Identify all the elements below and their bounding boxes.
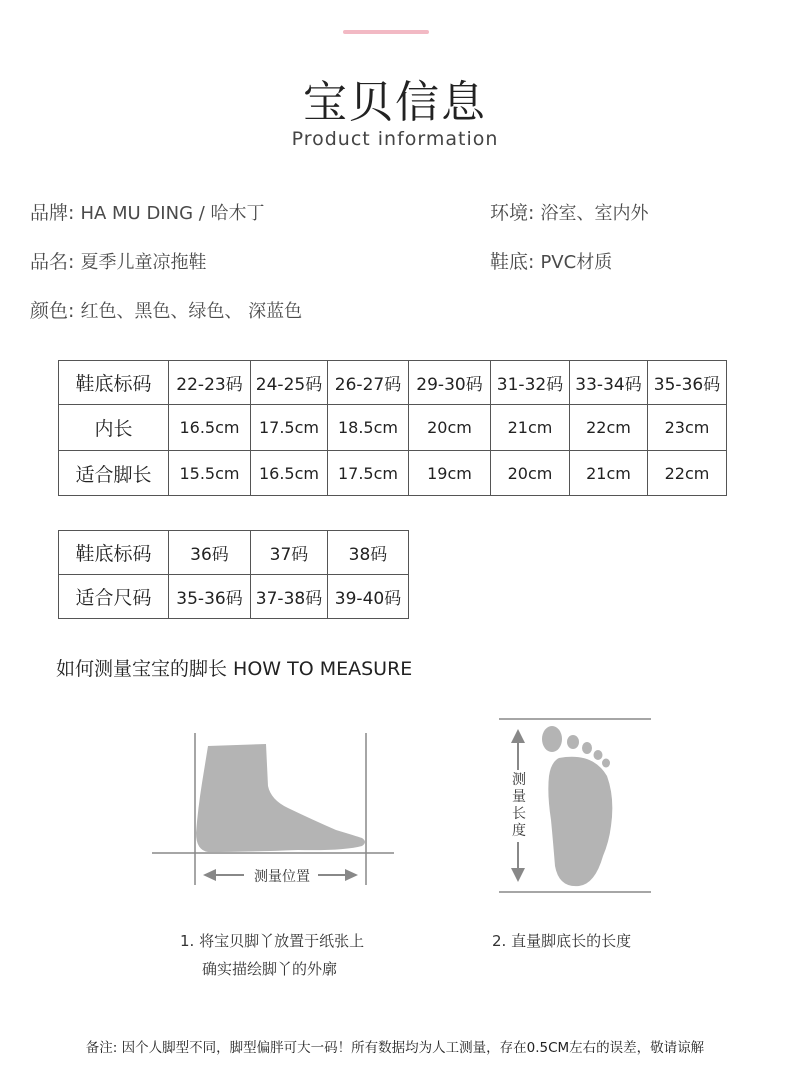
page-subtitle: Product information bbox=[291, 128, 499, 150]
table-cell: 16.5cm bbox=[251, 451, 328, 496]
toe-icon bbox=[582, 742, 592, 754]
accent-bar bbox=[343, 30, 429, 34]
info-color-value: 红色、黑色、绿色、 深蓝色 bbox=[80, 301, 303, 322]
info-brand bbox=[30, 198, 265, 225]
table-row bbox=[59, 531, 409, 575]
arrow-down-icon bbox=[511, 868, 525, 882]
table-header-cell: 适合尺码 bbox=[59, 575, 169, 619]
sole-label-char: 长 bbox=[512, 806, 526, 822]
table-cell: 38码 bbox=[328, 531, 409, 575]
table-header-cell: 鞋底标码 bbox=[59, 361, 169, 405]
info-sole bbox=[490, 247, 612, 274]
step1-line1: 1. 将宝贝脚丫放置于纸张上 bbox=[180, 932, 365, 950]
table-header-cell: 内长 bbox=[59, 405, 169, 451]
table-cell: 21cm bbox=[491, 405, 570, 451]
info-name-label: 品名: bbox=[30, 251, 75, 273]
info-color-label: 颜色: bbox=[30, 300, 75, 322]
table-cell: 22-23码 bbox=[169, 361, 251, 405]
sole-foot-icon bbox=[548, 757, 612, 886]
table-cell: 15.5cm bbox=[169, 451, 251, 496]
sole-label-char: 度 bbox=[512, 823, 526, 839]
info-brand-label: 品牌: bbox=[30, 202, 75, 224]
conversion-table bbox=[58, 530, 409, 619]
step1-line2: 确实描绘脚丫的外廓 bbox=[202, 960, 338, 978]
measure-heading: 如何测量宝宝的脚长 HOW TO MEASURE bbox=[56, 658, 413, 680]
toe-icon bbox=[594, 750, 603, 760]
table-cell: 26-27码 bbox=[328, 361, 409, 405]
table-cell: 21cm bbox=[570, 451, 648, 496]
table-cell: 20cm bbox=[491, 451, 570, 496]
table-row bbox=[59, 361, 727, 405]
table-cell: 16.5cm bbox=[169, 405, 251, 451]
table-cell: 23cm bbox=[648, 405, 727, 451]
table-cell: 17.5cm bbox=[328, 451, 409, 496]
info-color bbox=[30, 296, 302, 323]
table-cell: 39-40码 bbox=[328, 575, 409, 619]
arrow-up-icon bbox=[511, 729, 525, 743]
info-environment-value: 浴室、室内外 bbox=[540, 203, 649, 224]
info-sole-label: 鞋底: bbox=[490, 251, 535, 273]
step2-text: 2. 直量脚底长的长度 bbox=[492, 932, 632, 950]
table-cell: 22cm bbox=[570, 405, 648, 451]
toe-icon bbox=[567, 735, 579, 749]
table-cell: 31-32码 bbox=[491, 361, 570, 405]
info-environment-label: 环境: bbox=[490, 202, 535, 224]
footnote: 备注: 因个人脚型不同，脚型偏胖可大一码！所有数据均为人工测量，存在0.5CM左右的误差，敬请谅解 bbox=[85, 1040, 705, 1056]
table-cell: 17.5cm bbox=[251, 405, 328, 451]
table-cell: 24-25码 bbox=[251, 361, 328, 405]
info-environment bbox=[490, 198, 648, 225]
table-cell: 20cm bbox=[409, 405, 491, 451]
info-name-value: 夏季儿童凉拖鞋 bbox=[80, 252, 207, 273]
table-row bbox=[59, 405, 727, 451]
info-brand-value: HA MU DING / 哈木丁 bbox=[80, 203, 265, 224]
table-header-cell: 鞋底标码 bbox=[59, 531, 169, 575]
table-cell: 19cm bbox=[409, 451, 491, 496]
table-cell: 35-36码 bbox=[169, 575, 251, 619]
table-cell: 37-38码 bbox=[251, 575, 328, 619]
table-row bbox=[59, 575, 409, 619]
table-cell: 35-36码 bbox=[648, 361, 727, 405]
toe-icon bbox=[602, 759, 610, 768]
info-name bbox=[30, 247, 206, 274]
table-cell: 29-30码 bbox=[409, 361, 491, 405]
side-foot-icon bbox=[196, 744, 365, 852]
sole-measure-label bbox=[510, 772, 528, 840]
table-cell: 22cm bbox=[648, 451, 727, 496]
big-toe-icon bbox=[542, 726, 562, 752]
side-measure-label: 测量位置 bbox=[254, 869, 310, 885]
table-cell: 33-34码 bbox=[570, 361, 648, 405]
sole-label-char: 测 bbox=[512, 772, 526, 788]
table-cell: 18.5cm bbox=[328, 405, 409, 451]
size-table bbox=[58, 360, 727, 496]
table-cell: 37码 bbox=[251, 531, 328, 575]
sole-label-char: 量 bbox=[512, 789, 526, 805]
table-row bbox=[59, 451, 727, 496]
table-header-cell: 适合脚长 bbox=[59, 451, 169, 496]
table-cell: 36码 bbox=[169, 531, 251, 575]
info-sole-value: PVC材质 bbox=[540, 252, 613, 273]
page-title: 宝贝信息 bbox=[303, 77, 487, 128]
